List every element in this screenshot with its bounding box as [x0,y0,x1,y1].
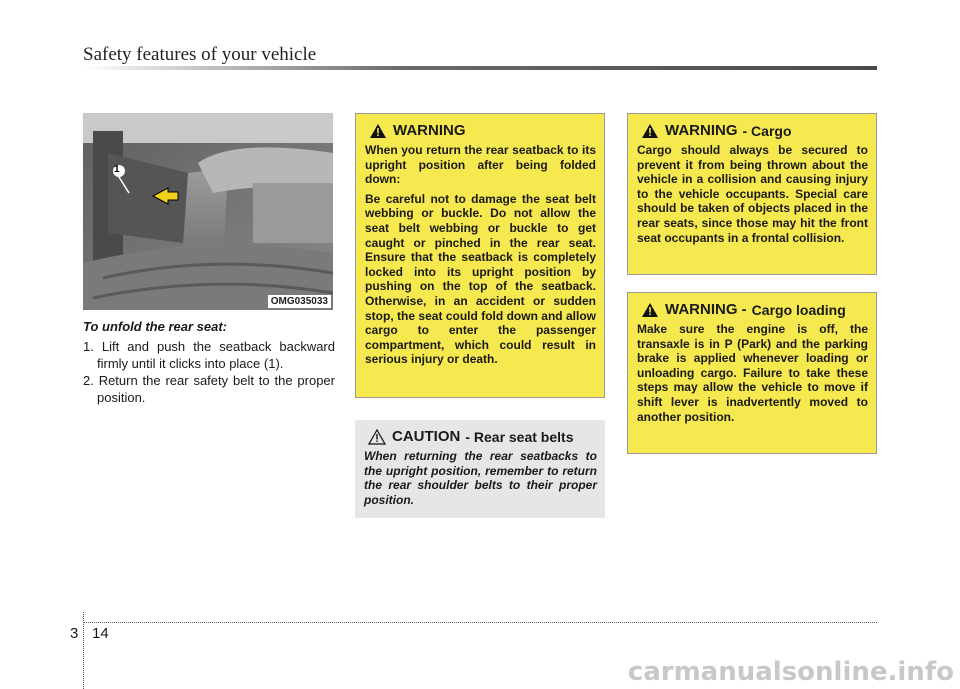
seat-illustration [83,113,333,310]
warning-cargo-box [627,113,877,275]
step-2: 2. Return the rear safety belt to the proper position. [83,373,335,405]
warning-loading-box [627,292,877,454]
warning-cargo-title-row [641,123,868,139]
warning-loading-text: Make sure the engine is off, the transaxle is in P (Park) and the parking brake is applied whenever loading or unloading cargo. Failure to take these steps may allow the vehicle to move if shift lever is inadvertently moved to another position. [637,322,868,424]
figure-code: OMG035033 [268,295,331,308]
warning-seatback-title-row [369,123,596,139]
step-1: 1. Lift and push the seatback backward firmly until it clicks into place (1). [83,339,335,371]
warning-seatback-intro: When you return the rear seatback to its upright position after being folded down: [365,143,596,187]
callout-number: 1 [114,164,120,175]
warning-triangle-icon [641,302,659,318]
caution-belts-text: When returning the rear seatbacks to the upright position, remember to return the rear shoulder belts to their proper position. [364,449,597,507]
warning-seatback-box [355,113,605,398]
warning-seatback-title: WARNING [393,121,466,139]
page-header-title: Safety features of your vehicle [83,44,317,65]
chapter-number: 3 [70,625,79,642]
caution-belts-subtitle: - Rear seat belts [465,428,574,445]
seat-photo [83,113,333,310]
warning-triangle-icon [369,123,387,139]
warning-cargo-text: Cargo should always be secured to prevent it from being thrown about the vehicle in a collision and causing injury to the vehicle occupants. Special care should be taken of objects placed in the rear seats, since those may hit the front seat occupants in a frontal collision. [637,143,868,245]
footer-divider [83,612,84,689]
warning-loading-title: WARNING - [665,300,747,318]
caution-belts-title-row [368,429,597,445]
footer-rule [83,622,877,624]
warning-loading-subtitle: Cargo loading [751,301,846,318]
watermark: carmanualsonline.info [627,657,954,687]
warning-loading-title-row [641,302,868,318]
page-number: 14 [92,625,109,642]
unfold-instructions [83,318,335,406]
instructions-heading: To unfold the rear seat: [83,319,227,334]
caution-belts-box [355,420,605,518]
header-rule [83,66,877,70]
warning-cargo-title: WARNING [665,121,738,139]
warning-seatback-body: Be careful not to damage the seat belt webbing or buckle. Do not allow the seat belt webbing or buckle to get caught or pinched in the rear seat. Ensure that the seatback is completely locked into its upright position by pushing on the top of the seatback. Otherwise, in an accident or sudden stop, the seat could fold down and allow cargo to enter the passenger compartment, which could result in serious injury or death. [365,191,596,367]
warning-cargo-subtitle: - Cargo [742,122,792,139]
warning-triangle-icon [641,123,659,139]
caution-belts-title: CAUTION [392,427,461,445]
caution-triangle-icon [368,429,386,445]
